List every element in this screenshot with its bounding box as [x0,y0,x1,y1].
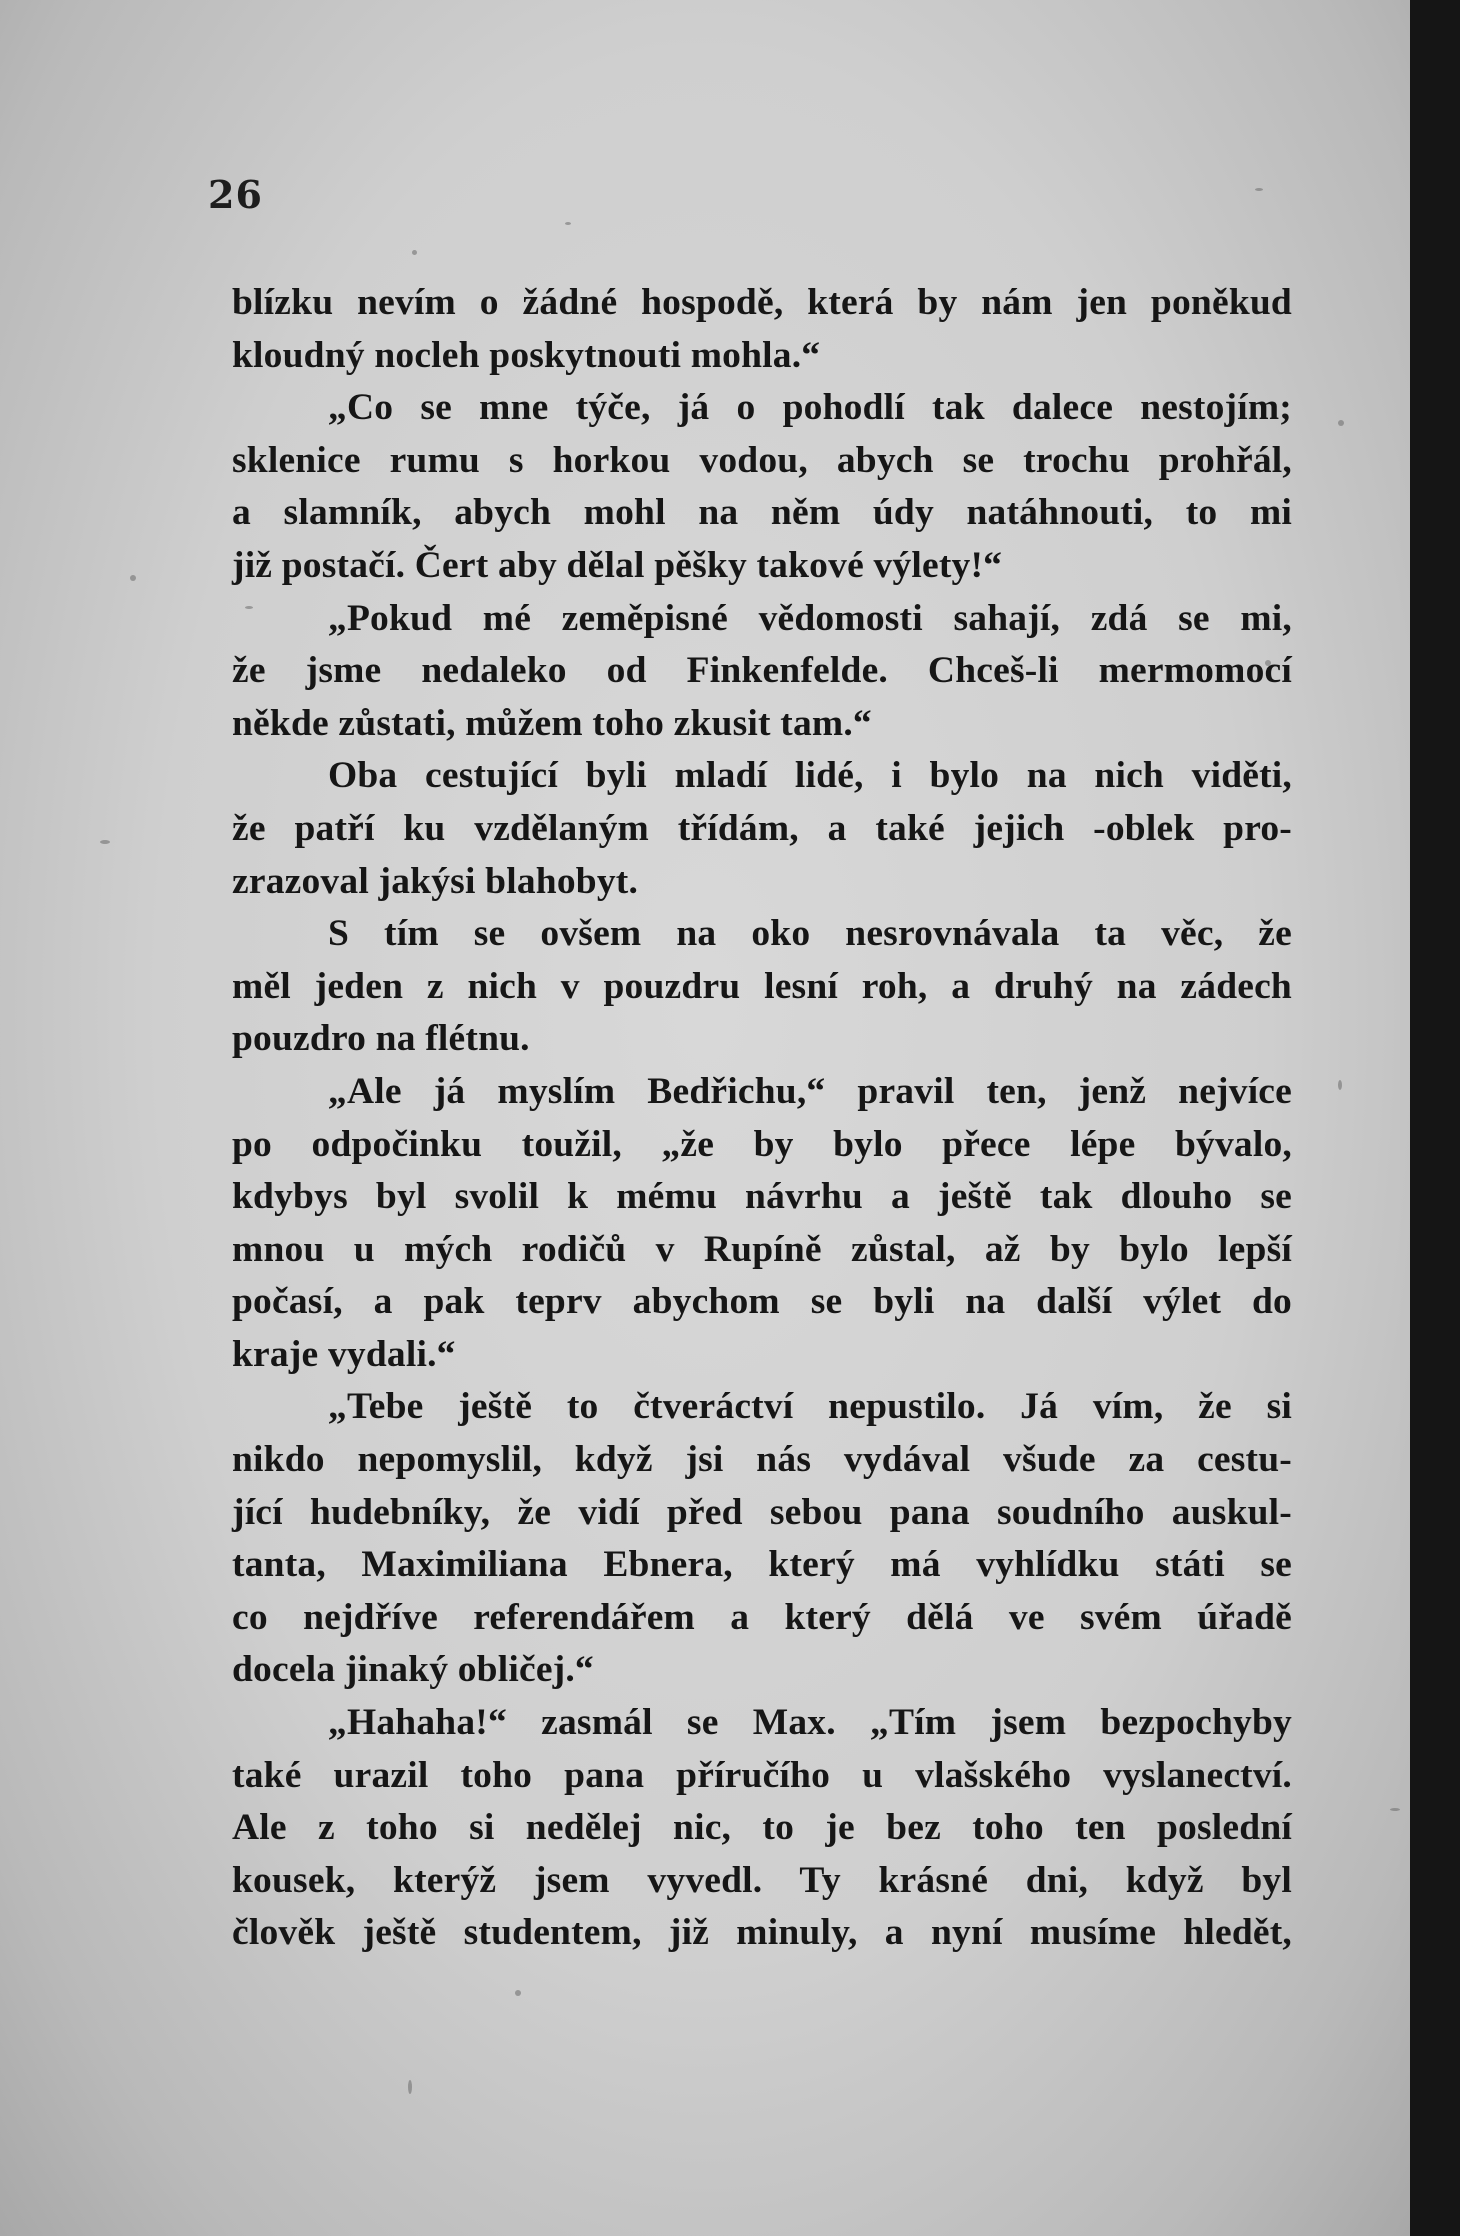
paper-speck [412,250,417,255]
paper-speck [1390,1808,1400,1811]
text-line: jící hudebníky, že vidí před sebou pana soudního auskul- [232,1491,1292,1533]
text-line: člověk ještě studentem, již minuly, a nyní musíme hledět, [232,1912,1292,1954]
text-line: „Pokud mé zeměpisné vědomosti sahají, zdá se mi, [328,597,1292,639]
text-line: kousek, kterýž jsem vyvedl. Ty krásné dni, když byl [232,1859,1292,1901]
text-line: kraje vydali.“ [232,1333,456,1375]
paper-speck [515,1990,521,1996]
scan-edge [1410,0,1460,2236]
text-line: že patří ku vzdělaným třídám, a také jejich -oblek pro- [232,807,1292,849]
paper-speck [408,2080,412,2094]
text-line: měl jeden z nich v pouzdru lesní roh, a druhý na zádech [232,965,1292,1007]
text-line: někde zůstati, můžem toho zkusit tam.“ [232,702,872,744]
text-line: blízku nevím o žádné hospodě, která by nám jen poněkud [232,282,1292,323]
text-line: Ale z toho si nedělej nic, to je bez toho ten poslední [232,1807,1292,1849]
text-line: a slamník, abych mohl na něm údy natáhnouti, to mi [232,492,1292,534]
text-line: kloudný nocleh poskytnouti mohla.“ [232,334,821,376]
text-line: docela jinaký obličej.“ [232,1649,594,1691]
text-line: počasí, a pak teprv abychom se byli na další výlet do [232,1281,1292,1323]
page-number: 26 [208,172,263,217]
text-line: již postačí. Čert aby dělal pěšky takové výlety!“ [232,544,1003,586]
paper-speck [1338,1080,1342,1090]
text-line: pouzdro na flétnu. [232,1018,530,1060]
text-line: nikdo nepomyslil, když jsi nás vydával všude za cestu- [232,1439,1292,1481]
paper-speck [100,840,110,844]
text-line: po odpočinku toužil, „že by bylo přece lépe bývalo, [232,1123,1292,1165]
text-line: mnou u mých rodičů v Rupíně zůstal, až by bylo lepší [232,1228,1292,1270]
body-text [232,277,1292,1960]
paper-speck [1338,420,1344,426]
text-line: Oba cestující byli mladí lidé, i bylo na nich viděti, [328,755,1292,797]
text-line: že jsme nedaleko od Finkenfelde. Chceš-li mermomocí [232,650,1292,692]
text-line: také urazil toho pana příručího u vlašského vyslanectví. [232,1754,1292,1796]
paper-speck [565,222,571,225]
text-line: S tím se ovšem na oko nesrovnávala ta věc, že [328,913,1292,955]
text-line: „Hahaha!“ zasmál se Max. „Tím jsem bezpochyby [328,1702,1292,1744]
text-line: „Co se mne týče, já o pohodlí tak dalece nestojím; [328,387,1292,429]
text-line: „Tebe ještě to čtveráctví nepustilo. Já vím, že si [328,1386,1292,1428]
text-line: zrazoval jakýsi blahobyt. [232,860,639,902]
text-line: kdybys byl svolil k mému návrhu a ještě tak dlouho se [232,1176,1292,1218]
text-line: sklenice rumu s horkou vodou, abych se trochu prohřál, [232,439,1292,481]
paper-speck [130,575,136,581]
text-line: co nejdříve referendářem a který dělá ve svém úřadě [232,1596,1292,1638]
text-line: tanta, Maximiliana Ebnera, který má vyhlídku státi se [232,1544,1292,1586]
text-line: „Ale já myslím Bedřichu,“ pravil ten, jenž nejvíce [328,1070,1292,1112]
paper-speck [1255,188,1263,191]
